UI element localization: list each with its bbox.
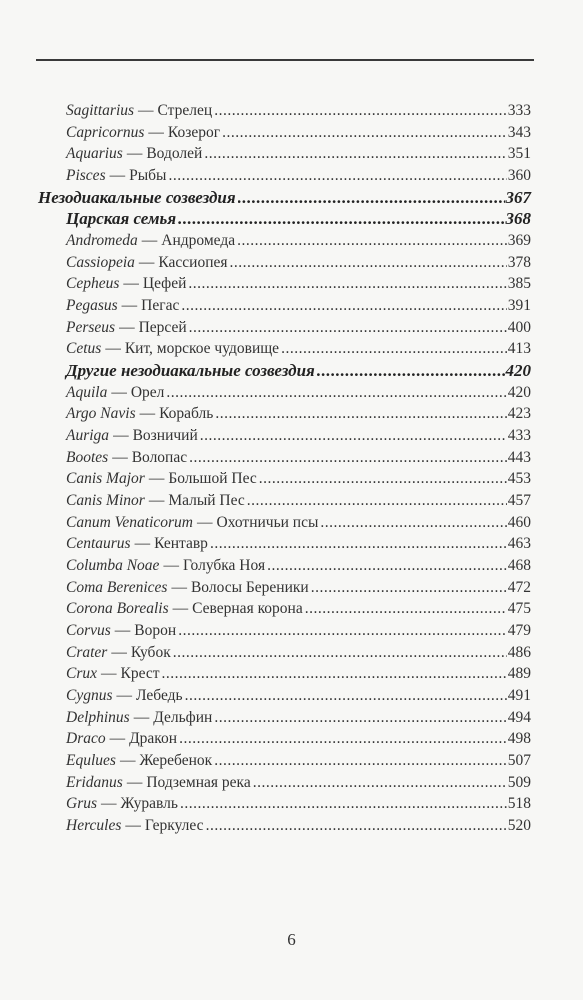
entry-russian-name: Андромеда: [161, 232, 236, 249]
entry-page-number: 443: [507, 448, 531, 466]
entry-separator: —: [101, 665, 117, 683]
dot-leader: [178, 621, 507, 641]
dot-leader: [166, 383, 506, 403]
entry-page-number: 333: [507, 102, 531, 119]
entry-russian-name: Малый Пес: [168, 491, 245, 509]
entry-separator: —: [121, 296, 138, 314]
toc-entry: [66, 339, 531, 359]
dot-leader: [311, 578, 507, 598]
entry-latin-name: Aquila: [66, 383, 108, 401]
entry-separator: —: [163, 556, 179, 574]
entry-separator: —: [113, 426, 129, 444]
heading-title: Другие незодиакальные созвездия: [66, 360, 315, 380]
entry-page-number: 494: [507, 708, 531, 726]
entry-russian-name: Цефей: [142, 275, 187, 293]
page-number: 6: [287, 930, 296, 949]
entry-page-number: 360: [507, 167, 531, 184]
dot-leader: [320, 513, 506, 533]
entry-russian-name: Большой Пес: [168, 470, 257, 488]
entry-russian-name: Охотничьи псы: [216, 513, 319, 531]
dot-leader: [214, 708, 506, 728]
toc-entry: [66, 599, 531, 619]
toc-entry: [66, 101, 531, 121]
entry-russian-name: Кит, морское чудовище: [124, 340, 280, 358]
entry-separator: —: [138, 253, 155, 271]
dot-leader: [185, 686, 507, 706]
toc-entry: [66, 426, 531, 446]
entry-latin-name: Equlues: [66, 751, 116, 769]
entry-latin-name: Pisces: [66, 167, 106, 184]
entry-russian-name: Персей: [138, 318, 187, 336]
dot-leader: [305, 599, 507, 619]
entry-separator: —: [109, 730, 126, 748]
entry-russian-name: Подземная река: [146, 773, 251, 791]
dot-leader: [210, 534, 507, 554]
toc-entry: [66, 534, 531, 554]
entry-latin-name: Sagittarius: [66, 102, 135, 119]
entry-separator: —: [114, 621, 131, 639]
entry-separator: —: [141, 232, 158, 249]
entry-page-number: 520: [507, 816, 531, 834]
entry-latin-name: Pegasus: [66, 296, 118, 314]
entry-separator: —: [112, 448, 128, 466]
toc-entry: [66, 404, 531, 424]
entry-russian-name: Орел: [130, 383, 165, 401]
entry-russian-name: Жеребенок: [139, 751, 213, 769]
entry-russian-name: Журавль: [120, 795, 178, 813]
entry-russian-name: Ворон: [134, 621, 177, 639]
entry-separator: —: [133, 708, 150, 726]
entry-latin-name: Delphinus: [66, 708, 130, 726]
toc-entry: [66, 274, 531, 294]
entry-russian-name: Крест: [120, 665, 160, 683]
entry-russian-name: Козерог: [167, 123, 221, 141]
entry-separator: —: [116, 686, 132, 704]
entry-russian-name: Кентавр: [154, 535, 208, 553]
entry-separator: —: [126, 145, 143, 163]
entry-page-number: 489: [507, 665, 531, 683]
toc-entry: [66, 773, 531, 793]
entry-page-number: 468: [507, 556, 531, 574]
entry-page-number: 391: [507, 296, 531, 314]
entry-latin-name: Columba Noae: [66, 556, 160, 574]
entry-latin-name: Capricornus: [66, 123, 145, 141]
entry-page-number: 423: [507, 405, 531, 423]
entry-latin-name: Canis Major: [66, 470, 145, 488]
entry-page-number: 486: [507, 643, 531, 661]
toc-entry: [66, 491, 531, 511]
entry-page-number: 433: [507, 426, 531, 444]
entry-page-number: 509: [507, 773, 531, 791]
entry-russian-name: Лебедь: [136, 686, 183, 704]
entry-page-number: 460: [507, 513, 531, 531]
dot-leader: [173, 643, 507, 663]
entry-latin-name: Cepheus: [66, 275, 120, 293]
toc-entry: [66, 794, 531, 814]
entry-russian-name: Рыбы: [129, 167, 167, 184]
dot-leader: [178, 209, 504, 229]
toc-entry: [66, 556, 531, 576]
toc-entry: [66, 751, 531, 771]
dot-leader: [259, 469, 507, 489]
dot-leader: [200, 426, 507, 446]
heading-title: Незодиакальные созвездия: [38, 187, 236, 207]
entry-latin-name: Aquarius: [66, 145, 123, 163]
entry-page-number: 385: [507, 275, 531, 293]
entry-page-number: 507: [507, 751, 531, 769]
entry-latin-name: Canis Minor: [66, 491, 145, 509]
entry-separator: —: [148, 123, 164, 141]
dot-leader: [162, 664, 507, 684]
entry-separator: —: [119, 318, 135, 336]
toc-entry: [66, 664, 531, 684]
toc-entry: [66, 469, 531, 489]
entry-separator: —: [119, 751, 136, 769]
entry-latin-name: Cetus: [66, 340, 102, 358]
dot-leader: [267, 556, 507, 576]
entry-russian-name: Кубок: [130, 643, 171, 661]
entry-latin-name: Grus: [66, 795, 98, 813]
entry-separator: —: [197, 513, 213, 531]
entry-separator: —: [109, 167, 126, 184]
entry-separator: —: [125, 816, 141, 834]
entry-latin-name: Coma Berenices: [66, 578, 168, 596]
dot-leader: [247, 491, 507, 511]
toc-entry: [66, 708, 531, 728]
dot-leader: [281, 339, 507, 359]
entry-page-number: 351: [507, 145, 531, 163]
entry-latin-name: Crater: [66, 643, 108, 661]
entry-page-number: 475: [507, 600, 531, 618]
entry-separator: —: [148, 470, 165, 488]
entry-russian-name: Голубка Ноя: [182, 556, 266, 574]
dot-leader: [189, 448, 507, 468]
entry-page-number: 400: [507, 318, 531, 336]
entry-separator: —: [126, 773, 143, 791]
entry-russian-name: Возничий: [132, 426, 198, 444]
toc-entry: [66, 621, 531, 641]
toc-entry: [66, 166, 531, 186]
entry-page-number: 518: [507, 795, 531, 813]
entry-page-number: 367: [505, 187, 531, 207]
entry-page-number: 472: [507, 578, 531, 596]
toc-entry: [66, 729, 531, 749]
entry-page-number: 369: [507, 232, 531, 249]
dot-leader: [230, 253, 507, 273]
entry-separator: —: [123, 275, 139, 293]
dot-leader: [180, 794, 507, 814]
dot-leader: [253, 773, 507, 793]
entry-page-number: 420: [505, 360, 531, 380]
dot-leader: [206, 816, 507, 836]
toc-entry: [66, 383, 531, 403]
dot-leader: [189, 318, 507, 338]
toc-entry: [66, 144, 531, 164]
entry-page-number: 420: [507, 383, 531, 401]
toc-section-heading: [38, 188, 531, 208]
entry-latin-name: Hercules: [66, 816, 122, 834]
entry-latin-name: Crux: [66, 665, 97, 683]
dot-leader: [222, 123, 507, 143]
dot-leader: [317, 361, 505, 381]
entry-separator: —: [139, 405, 156, 423]
entry-russian-name: Кассиопея: [158, 253, 228, 271]
entry-separator: —: [172, 600, 189, 618]
toc-entry: [66, 513, 531, 533]
entry-page-number: 378: [507, 253, 531, 271]
dot-leader: [179, 729, 507, 749]
entry-latin-name: Andromeda: [66, 232, 138, 249]
toc-entry: [66, 296, 531, 316]
entry-separator: —: [138, 102, 154, 119]
entry-latin-name: Corvus: [66, 621, 111, 639]
entry-page-number: 463: [507, 535, 531, 553]
toc-entry: [66, 123, 531, 143]
entry-page-number: 479: [507, 621, 531, 639]
dot-leader: [204, 144, 506, 164]
entry-separator: —: [105, 340, 121, 358]
toc-entry: [66, 643, 531, 663]
entry-latin-name: Centaurus: [66, 535, 131, 553]
entry-page-number: 498: [507, 730, 531, 748]
entry-russian-name: Волосы Береники: [190, 578, 309, 596]
dot-leader: [237, 231, 507, 251]
entry-latin-name: Bootes: [66, 448, 109, 466]
entry-russian-name: Волопас: [131, 448, 188, 466]
dot-leader: [188, 274, 506, 294]
entry-russian-name: Геркулес: [144, 816, 204, 834]
toc-entry: [66, 578, 531, 598]
entry-latin-name: Draco: [66, 730, 106, 748]
toc-entry: [66, 686, 531, 706]
entry-separator: —: [134, 535, 151, 553]
entry-latin-name: Canum Venaticorum: [66, 513, 194, 531]
toc-subsection-heading: [66, 209, 531, 229]
entry-page-number: 457: [507, 491, 531, 509]
dot-leader: [215, 404, 506, 424]
entry-russian-name: Корабль: [159, 405, 214, 423]
entry-russian-name: Дельфин: [153, 708, 213, 726]
entry-page-number: 343: [507, 123, 531, 141]
toc-entry: [66, 231, 531, 251]
toc-subsection-heading: [66, 361, 531, 381]
entry-latin-name: Auriga: [66, 426, 110, 444]
entry-page-number: 453: [507, 470, 531, 488]
toc-entry: [66, 318, 531, 338]
entry-separator: —: [111, 383, 127, 401]
entry-latin-name: Eridanus: [66, 773, 123, 791]
heading-title: Царская семья: [66, 209, 177, 229]
dot-leader: [214, 101, 507, 121]
dot-leader: [214, 751, 507, 771]
entry-page-number: 368: [505, 209, 531, 229]
entry-russian-name: Северная корона: [192, 600, 303, 618]
entry-russian-name: Стрелец: [157, 102, 213, 119]
dot-leader: [168, 166, 506, 186]
toc-entry: [66, 253, 531, 273]
entry-separator: —: [111, 643, 127, 661]
dot-leader: [238, 188, 505, 208]
entry-latin-name: Cygnus: [66, 686, 113, 704]
entry-latin-name: Perseus: [66, 318, 116, 336]
entry-latin-name: Cassiopeia: [66, 253, 135, 271]
entry-page-number: 491: [507, 686, 531, 704]
entry-separator: —: [101, 795, 117, 813]
entry-separator: —: [171, 578, 187, 596]
entry-latin-name: Argo Navis: [66, 405, 136, 423]
entry-page-number: 413: [507, 340, 531, 358]
dot-leader: [181, 296, 506, 316]
toc-entry: [66, 448, 531, 468]
toc-entry: [66, 816, 531, 836]
entry-russian-name: Водолей: [146, 145, 203, 163]
entry-separator: —: [148, 491, 165, 509]
entry-latin-name: Corona Borealis: [66, 600, 169, 618]
entry-russian-name: Пегас: [141, 296, 180, 314]
entry-russian-name: Дракон: [129, 730, 178, 748]
